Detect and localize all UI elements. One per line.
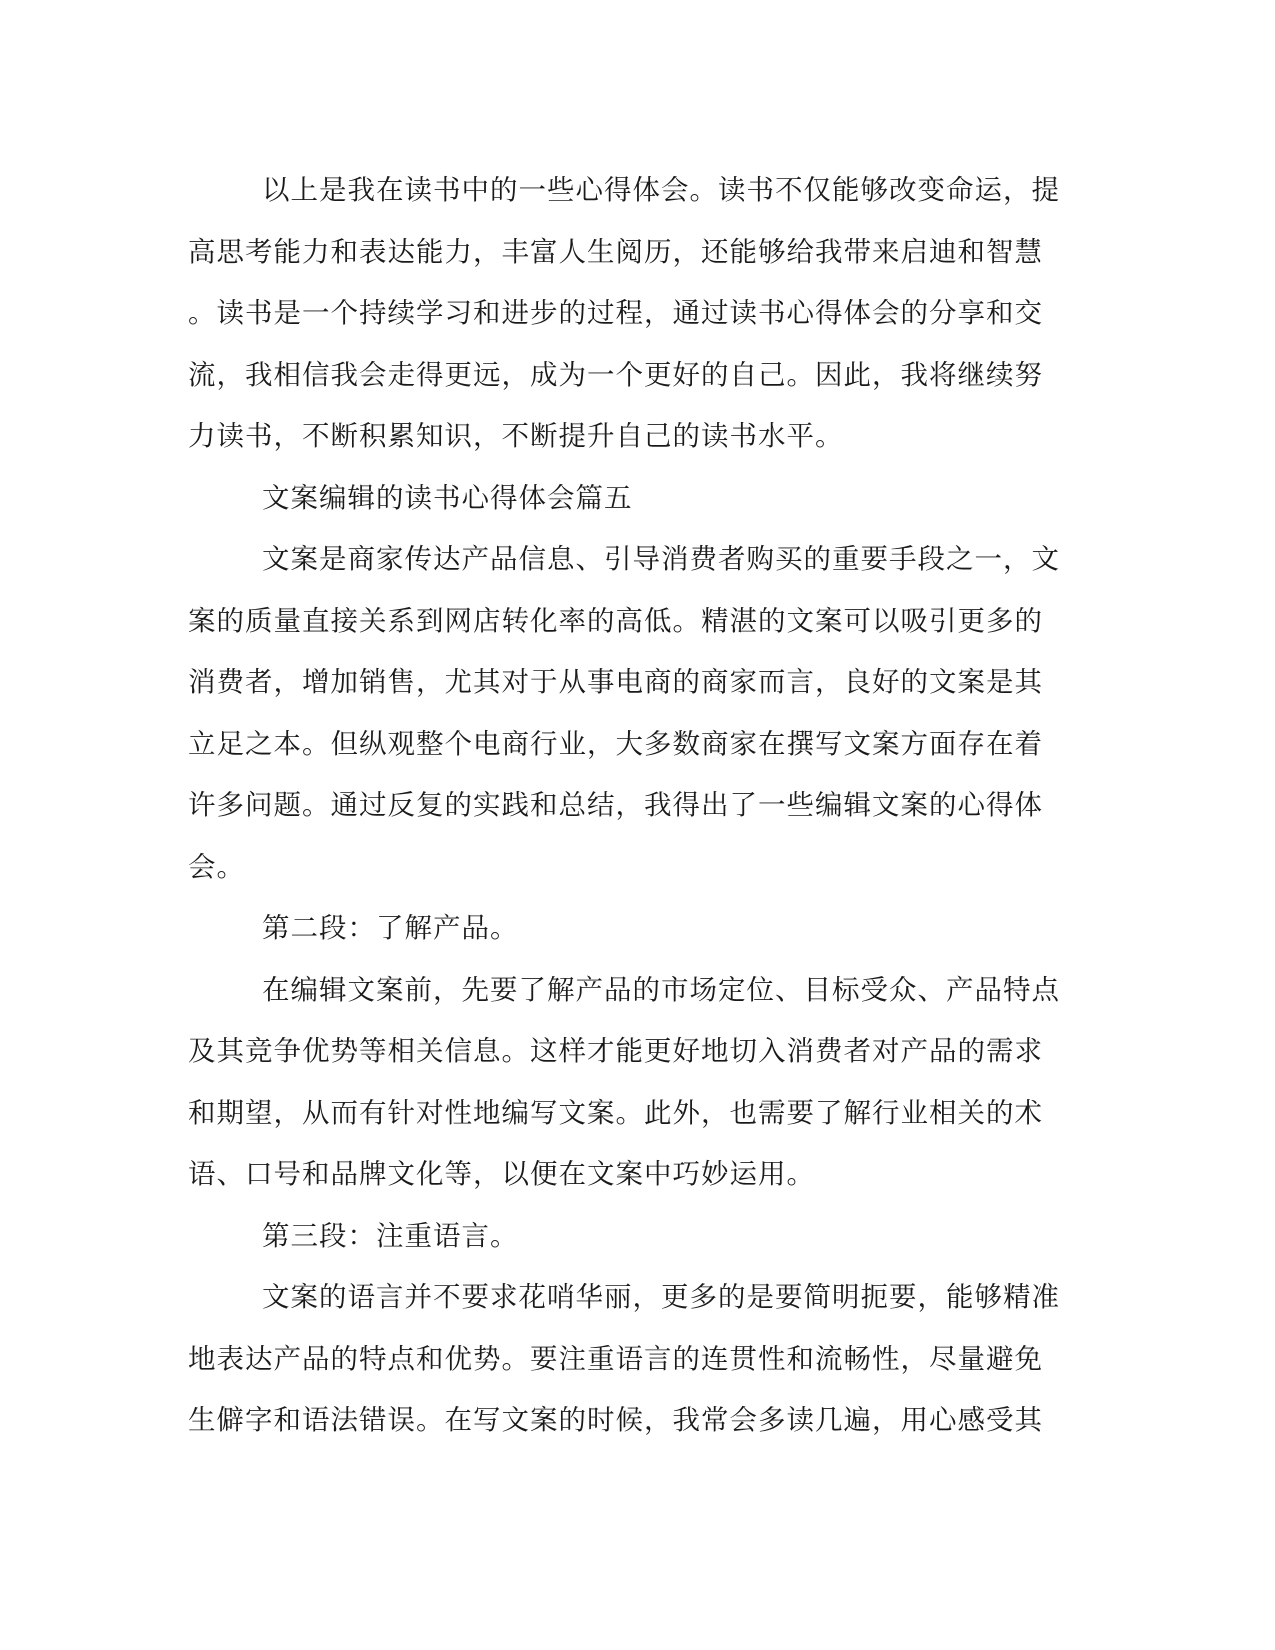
text-line: 高思考能力和表达能力，丰富人生阅历，还能够给我带来启迪和智慧 [188, 235, 1043, 268]
section-heading: 第二段：了解产品。 [262, 912, 519, 944]
text-line: 案的质量直接关系到网店转化率的高低。精湛的文案可以吸引更多的 [188, 604, 1043, 637]
text-line: 和期望，从而有针对性地编写文案。此外，也需要了解行业相关的术 [188, 1096, 1043, 1129]
text-line: 力读书，不断积累知识，不断提升自己的读书水平。 [188, 420, 844, 452]
text-line: 流，我相信我会走得更远，成为一个更好的自己。因此，我将继续努 [188, 358, 1043, 391]
text-line: 。读书是一个持续学习和进步的过程，通过读书心得体会的分享和交 [188, 297, 1043, 329]
section-heading: 第三段：注重语言。 [262, 1219, 519, 1252]
document-body [188, 160, 1068, 1452]
text-line: 语、口号和品牌文化等，以便在文案中巧妙运用。 [188, 1158, 815, 1190]
text-line: 消费者，增加销售，尤其对于从事电商的商家而言，良好的文案是其 [188, 666, 1043, 698]
text-line: 立足之本。但纵观整个电商行业，大多数商家在撰写文案方面存在着 [188, 727, 1043, 760]
text-line: 以上是我在读书中的一些心得体会。读书不仅能够改变命运，提 [262, 174, 1060, 206]
text-line: 会。 [188, 850, 245, 883]
text-line: 在编辑文案前，先要了解产品的市场定位、目标受众、产品特点 [262, 973, 1060, 1006]
text-line: 许多问题。通过反复的实践和总结，我得出了一些编辑文案的心得体 [188, 789, 1043, 821]
text-line: 地表达产品的特点和优势。要注重语言的连贯性和流畅性，尽量避免 [188, 1342, 1043, 1375]
text-line: 及其竞争优势等相关信息。这样才能更好地切入消费者对产品的需求 [188, 1035, 1043, 1067]
section-heading: 文案编辑的读书心得体会篇五 [262, 481, 633, 514]
text-line: 文案的语言并不要求花哨华丽，更多的是要简明扼要，能够精准 [262, 1281, 1060, 1313]
text-line: 文案是商家传达产品信息、引导消费者购买的重要手段之一，文 [262, 543, 1060, 575]
text-line: 生僻字和语法错误。在写文案的时候，我常会多读几遍，用心感受其 [188, 1404, 1043, 1436]
